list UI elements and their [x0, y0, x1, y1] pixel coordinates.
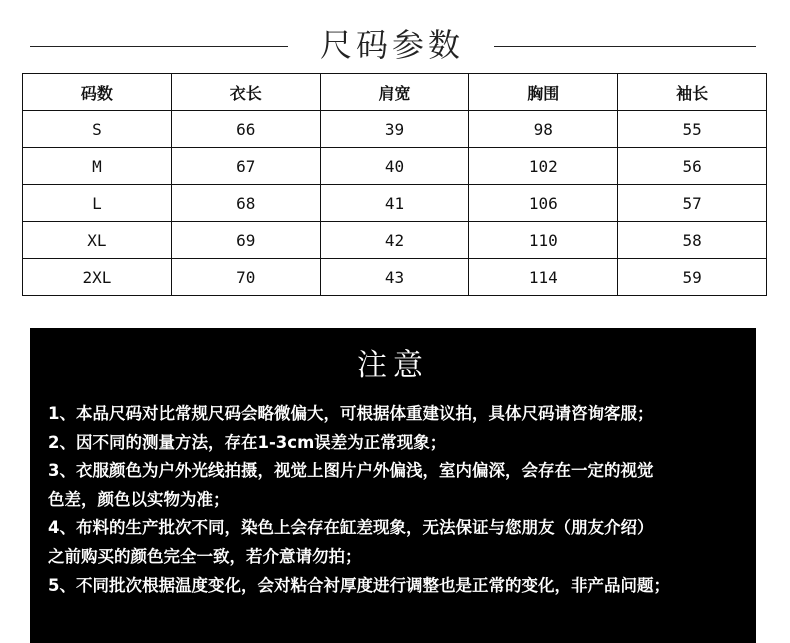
header-size: 码数: [23, 74, 172, 111]
cell-sleeve: 56: [618, 148, 767, 185]
table-row: [23, 148, 767, 185]
table-row: [23, 259, 767, 296]
notice-title: 注意: [357, 348, 429, 383]
header-length: 衣长: [171, 74, 320, 111]
notice-line: 1、本品尺码对比常规尺码会略微偏大，可根据体重建议拍，具体尺码请咨询客服；: [48, 404, 654, 423]
title-divider-right: [494, 46, 756, 47]
notice-line: 5、不同批次根据温度变化，会对粘合衬厚度进行调整也是正常的变化，非产品问题；: [48, 575, 670, 595]
cell-length: 68: [171, 185, 320, 222]
header-shoulder: 肩宽: [320, 74, 469, 111]
notice-line: 3、衣服颜色为户外光线拍摄，视觉上图片户外偏浅，室内偏深，会存在一定的视觉: [48, 461, 654, 481]
cell-length: 69: [171, 222, 320, 259]
table-row: [23, 185, 767, 222]
notice-line: 之前购买的颜色完全一致，若介意请勿拍；: [48, 546, 362, 566]
cell-size: S: [23, 111, 172, 148]
notice-line: 色差，颜色以实物为准；: [48, 489, 230, 509]
page-title: 尺码参数: [319, 26, 464, 64]
cell-chest: 102: [469, 148, 618, 185]
cell-shoulder: 43: [320, 259, 469, 296]
cell-size: XL: [23, 222, 172, 259]
header-chest: 胸围: [469, 74, 618, 111]
cell-size: M: [23, 148, 172, 185]
cell-length: 66: [171, 111, 320, 148]
cell-sleeve: 57: [618, 185, 767, 222]
cell-chest: 110: [469, 222, 618, 259]
notice-list: [48, 400, 748, 600]
cell-shoulder: 41: [320, 185, 469, 222]
notice-line: 4、布料的生产批次不同，染色上会存在缸差现象，无法保证与您朋友（朋友介绍）: [48, 518, 654, 538]
cell-shoulder: 42: [320, 222, 469, 259]
cell-chest: 114: [469, 259, 618, 296]
notice-line: 2、因不同的测量方法，存在1-3cm误差为正常现象；: [48, 432, 447, 452]
cell-shoulder: 40: [320, 148, 469, 185]
cell-length: 70: [171, 259, 320, 296]
cell-length: 67: [171, 148, 320, 185]
cell-chest: 106: [469, 185, 618, 222]
cell-sleeve: 55: [618, 111, 767, 148]
table-header-row: [23, 74, 767, 111]
title-divider-left: [30, 46, 288, 47]
table-row: [23, 222, 767, 259]
title-row: [0, 20, 790, 70]
table-row: [23, 111, 767, 148]
header-sleeve: 袖长: [618, 74, 767, 111]
cell-chest: 98: [469, 111, 618, 148]
cell-size: 2XL: [23, 259, 172, 296]
cell-shoulder: 39: [320, 111, 469, 148]
cell-size: L: [23, 185, 172, 222]
notice-panel: [30, 328, 756, 643]
cell-sleeve: 59: [618, 259, 767, 296]
size-table: [22, 73, 767, 296]
cell-sleeve: 58: [618, 222, 767, 259]
